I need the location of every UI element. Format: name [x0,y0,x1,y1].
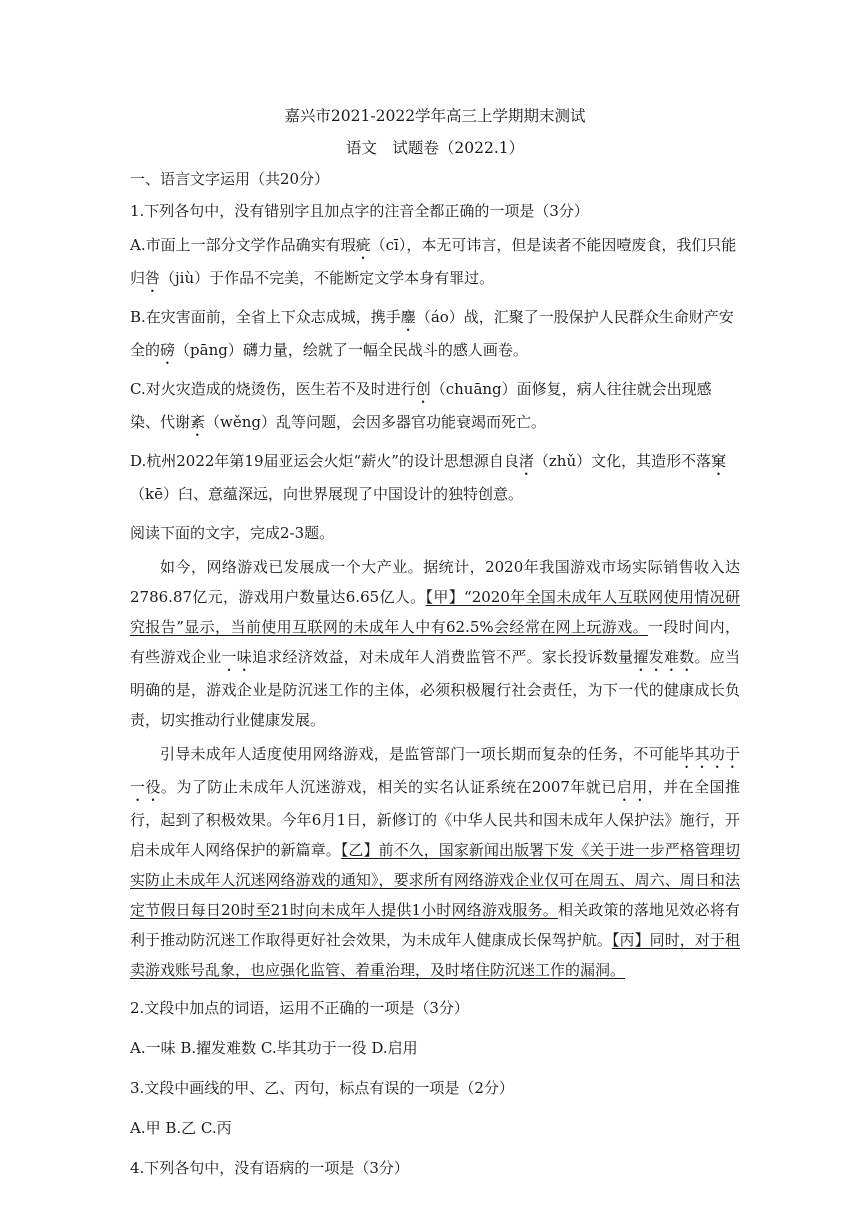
question-1-option-b: B.在灾害面前，全省上下众志成城，携手鏖（áo）战，汇聚了一股保护人民群众生命财产安全的磅（pāng）礴力量，绘就了一幅全民战斗的感人画卷。 [130,308,734,359]
dotted-char: 疵 [355,236,371,254]
question-1-option-d: D.杭州2022年第19届亚运会火炬“薪火”的设计思想源自良渚（zhǔ）文化，其造形不落窠（kē）臼、意蕴深远，向世界展现了中国设计的独特创意。 [130,452,727,503]
exam-title: 嘉兴市2021-2022学年高三上学期期末测试 [284,107,586,125]
question-3-stem: 3.文段中画线的甲、乙、丙句，标点有误的一项是（2分） [130,1079,514,1097]
reading-paragraph-2: 引导未成年人适度使用网络游戏，是监管部门一项长期而复杂的任务，不可能毕其功于一役。为了防止未成年人沉迷游戏，相关的实名认证系统在2007年就已启用，并在全国推行，起到了积极效果。今年6月1日，新修订的《中华人民共和国未成年人保护法》施行，开启未成年人网络保护的新篇章。【乙】前不久，国家新闻出版署下发《关于进一步严格管理切实防止未成年人沉迷网络游戏的通知》，要求所有网络游戏企业仅可在周五、周六、周日和法定节假日每日20时至21时向未成年人提供1小时网络游戏服务。相关政策的落地见效必将有利于推动防沉迷工作取得更好社会效果，为未成年人健康成长保驾护航。【丙】同时，对于租卖游戏账号乱象，也应强化监管、着重治理，及时堵住防沉迷工作的漏洞。 [130,745,740,979]
underlined-sentence-jia: 【甲】“2020年全国未成年人互联网使用情况研究报告”显示，当前使用互联网的未成年人中有62.5%会经常在网上玩游戏。 [130,588,740,636]
exam-subtitle: 语文 试题卷（2022.1） [345,139,525,157]
exam-page [130,100,740,1185]
dotted-char: 渚 [518,452,534,470]
reading-intro: 阅读下面的文字，完成2-3题。 [130,524,335,542]
question-2-stem: 2.文段中加点的词语，运用不正确的一项是（3分） [130,999,469,1017]
question-4-stem: 4.下列各句中，没有语病的一项是（3分） [130,1159,409,1177]
dotted-word: 毕其功于一役 [130,745,740,796]
question-2-options: A.一味 B.擢发难数 C.毕其功于一役 D.启用 [130,1039,418,1057]
dotted-word: 擢发难数 [633,648,695,666]
dotted-char: 窠 [711,452,727,470]
dotted-char: 紊 [190,413,206,431]
dotted-char: 鏖 [400,308,416,326]
question-1-stem: 1.下列各句中，没有错别字且加点字的注音全都正确的一项是（3分） [130,202,589,220]
dotted-char: 创 [415,380,431,398]
dotted-char: 咎 [145,269,161,287]
underlined-sentence-bing: 【丙】同时，对于租卖游戏账号乱象，也应强化监管、着重治理，及时堵住防沉迷工作的漏洞。 [130,931,740,979]
reading-paragraph-1: 如今，网络游戏已发展成一个大产业。据统计，2020年我国游戏市场实际销售收入达2786.87亿元，游戏用户数量达6.65亿人。【甲】“2020年全国未成年人互联网使用情况研究报告”显示，当前使用互联网的未成年人中有62.5%会经常在网上玩游戏。一段时间内，有些游戏企业一味追求经济效益，对未成年人消费监管不严。家长投诉数量擢发难数。应当明确的是，游戏企业是防沉迷工作的主体，必须积极履行社会责任，为下一代的健康成长负责，切实推动行业健康发展。 [130,558,740,729]
underlined-sentence-yi: 【乙】前不久，国家新闻出版署下发《关于进一步严格管理切实防止未成年人沉迷网络游戏的通知》，要求所有网络游戏企业仅可在周五、周六、周日和法定节假日每日20时至21时向未成年人提供1小时网络游戏服务。 [130,841,740,919]
question-3-options: A.甲 B.乙 C.丙 [130,1119,232,1137]
dotted-word: 启用 [616,778,648,796]
question-1-option-c: C.对火灾造成的烧烫伤，医生若不及时进行创（chuāng）面修复，病人往往就会出现感染、代谢紊（wěng）乱等问题，会因多器官功能衰竭而死亡。 [130,380,712,431]
dotted-char: 磅 [160,341,176,359]
question-1-option-a: A.市面上一部分文学作品确实有瑕疵（cī），本无可讳言，但是读者不能因噎废食，我们只能归咎（jiù）于作品不完美，不能断定文学本身有罪过。 [130,236,737,287]
section-heading: 一、语言文字运用（共20分） [130,170,330,188]
dotted-word: 一味 [221,648,253,666]
